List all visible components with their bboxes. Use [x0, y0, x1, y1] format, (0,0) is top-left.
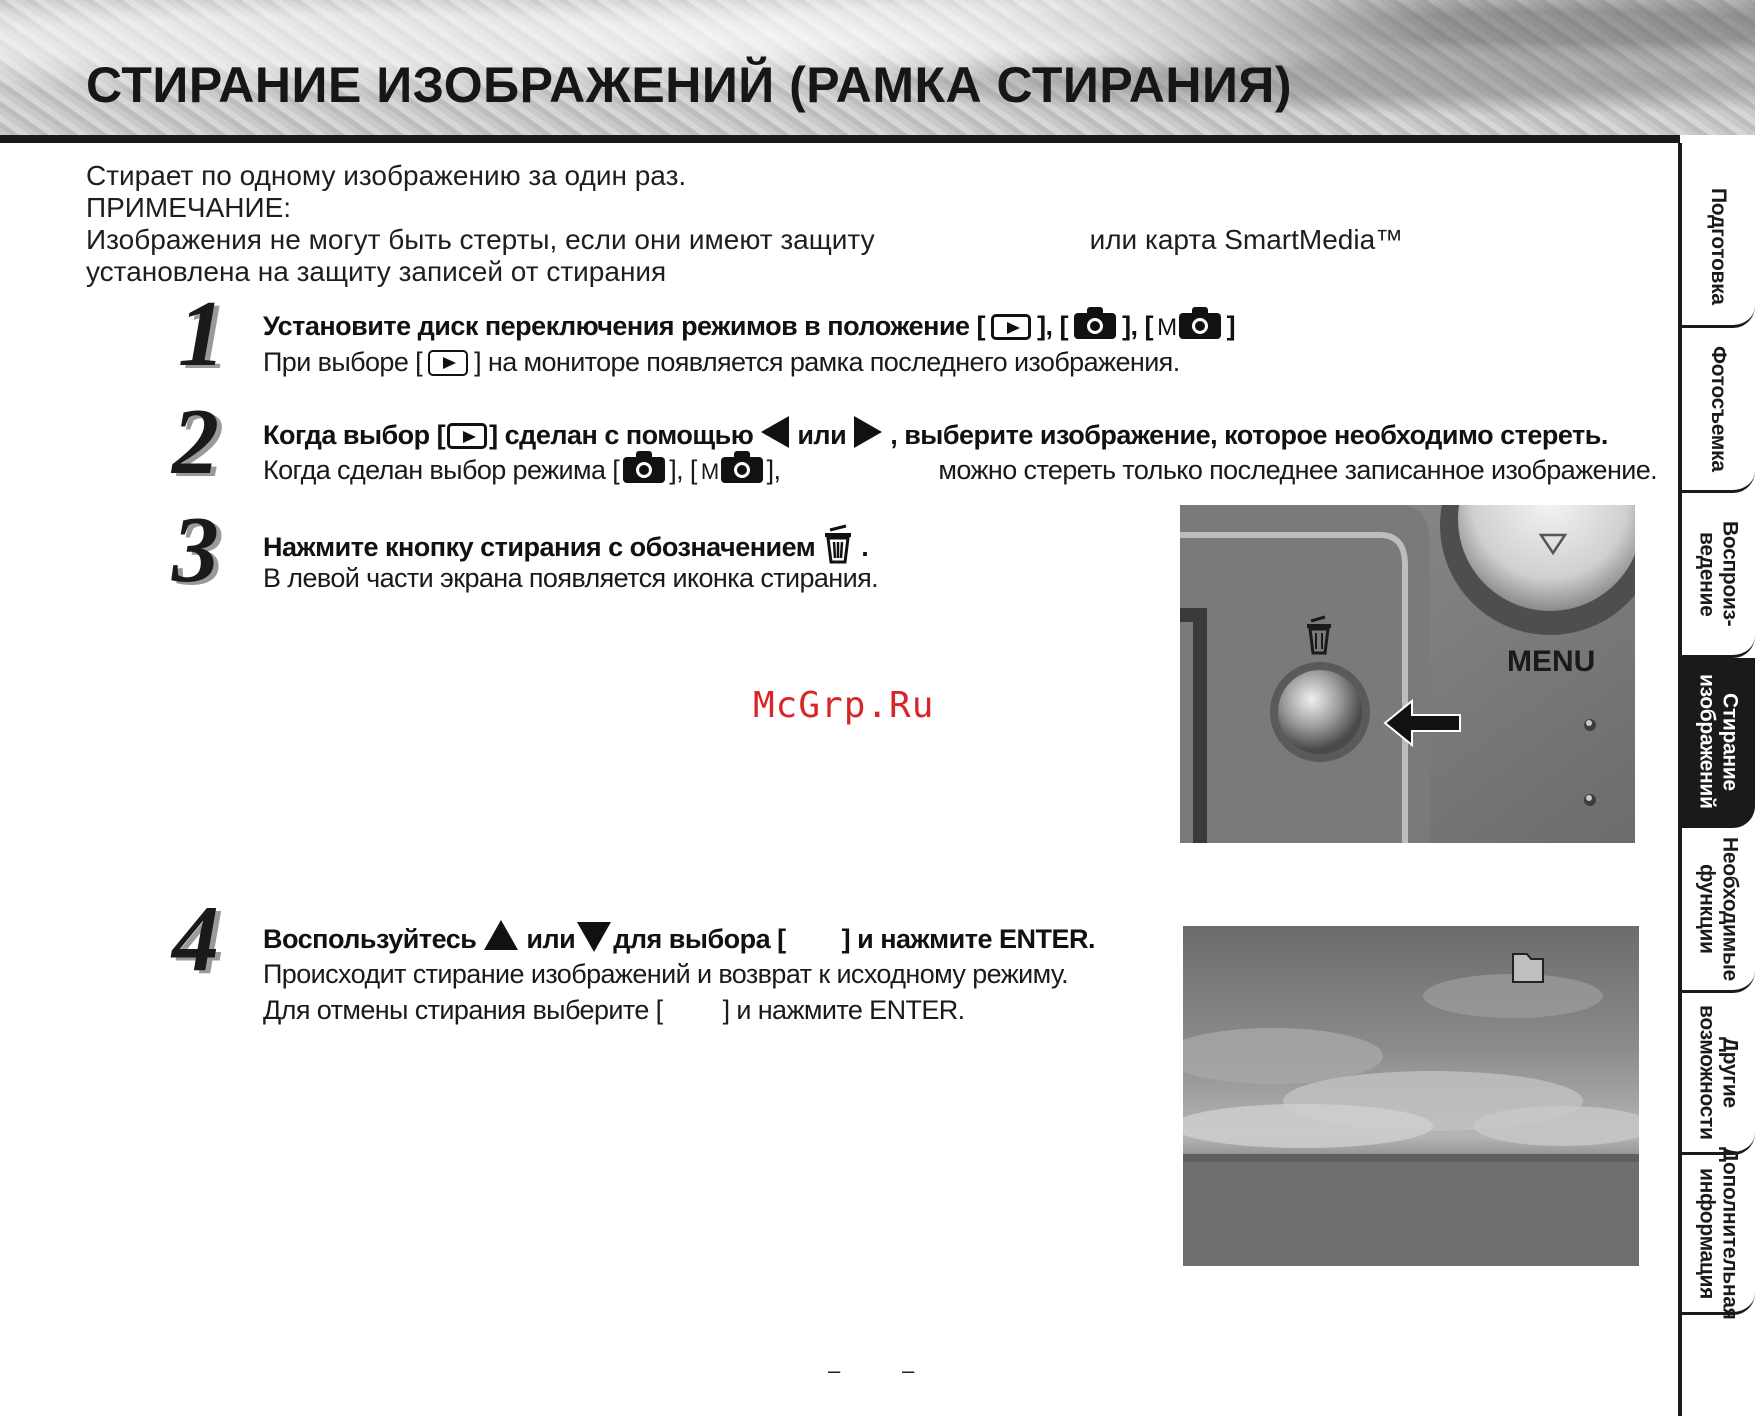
camera-erase-button-photo [1180, 505, 1635, 843]
tab-drugie-vozmozhnosti[interactable]: Другие возможности [1682, 993, 1755, 1155]
step-2-body: Когда сделан выбор режима [ ], [ M ], можно стереть только последнее записанное изображение. [263, 455, 1658, 485]
right-arrow-icon [854, 416, 882, 448]
left-arrow-icon [761, 416, 789, 448]
header-rule [0, 135, 1680, 143]
tab-stiranie[interactable]: Стирание изображений [1682, 658, 1755, 828]
step-4-body-2: Для отмены стирания выберите [ ] и нажмите ENTER. [263, 995, 965, 1025]
page-number-dash-right: – [902, 1358, 915, 1383]
step-2-number: 2 [172, 390, 219, 494]
manual-mode-label: M [700, 459, 719, 484]
intro-text [86, 160, 1403, 288]
play-icon [428, 350, 468, 376]
step-1-body: При выборе [ ] на мониторе появляется рамка последнего изображения. [263, 347, 1180, 377]
intro-line-2: ПРИМЕЧАНИЕ: [86, 192, 292, 223]
play-icon [447, 423, 487, 449]
step-4-body-1: Происходит стирание изображений и возврат к исходному режиму. [263, 959, 1069, 989]
up-arrow-icon [484, 920, 518, 950]
step-1-number: 1 [178, 282, 225, 386]
tab-fotosemka[interactable]: Фотосъемка [1682, 328, 1755, 493]
intro-line-3: Изображения не могут быть стерты, если они имеют защиту или карта SmartMedia™ [86, 224, 1404, 255]
page-number-dash-left: – [828, 1358, 841, 1383]
step-4-heading: Воспользуйтесь или для выбора [ ] и нажмите ENTER. [263, 920, 1095, 957]
intro-line-1: Стирает по одному изображению за один раз. [86, 160, 687, 191]
page-title: СТИРАНИЕ ИЗОБРАЖЕНИЙ (РАМКА СТИРАНИЯ) [86, 57, 1293, 113]
manual-camera-icon [721, 457, 763, 483]
manual-camera-icon [1179, 313, 1221, 339]
step-2-heading: Когда выбор [ ] сделан с помощью или , выберите изображение, которое необходимо стереть. [263, 416, 1608, 453]
step-3-heading: Нажмите кнопку стирания с обозначением . [263, 524, 868, 565]
tab-podgotovka[interactable]: Подготовка [1682, 168, 1755, 328]
manual-mode-label: M [1157, 314, 1177, 341]
monitor-preview-photo [1183, 926, 1639, 1266]
landscape-illustration [1183, 926, 1639, 1266]
trash-icon [821, 524, 855, 564]
play-icon [991, 314, 1031, 340]
watermark: McGrp.Ru [753, 685, 935, 726]
camera-icon [623, 457, 665, 483]
tab-vosproizvedenie[interactable]: Воспроиз- ведение [1682, 493, 1755, 658]
folder-icon [1513, 954, 1543, 982]
tab-dopolnitelnaya-informaciya[interactable]: Дополнительная информация [1682, 1155, 1755, 1315]
tab-neobhodimye-funkcii[interactable]: Необходимые функции [1682, 828, 1755, 993]
step-1-heading: Установите диск переключения режимов в положение [ ], [ ], [ M ] [263, 311, 1236, 341]
step-4-number: 4 [172, 887, 219, 991]
menu-label: MENU [1507, 645, 1596, 678]
down-arrow-icon [577, 922, 611, 952]
step-3-body: В левой части экрана появляется иконка стирания. [263, 563, 879, 593]
intro-line-4: установлена на защиту записей от стирания [86, 256, 667, 287]
camera-icon [1074, 313, 1116, 339]
step-3-number: 3 [172, 498, 219, 602]
